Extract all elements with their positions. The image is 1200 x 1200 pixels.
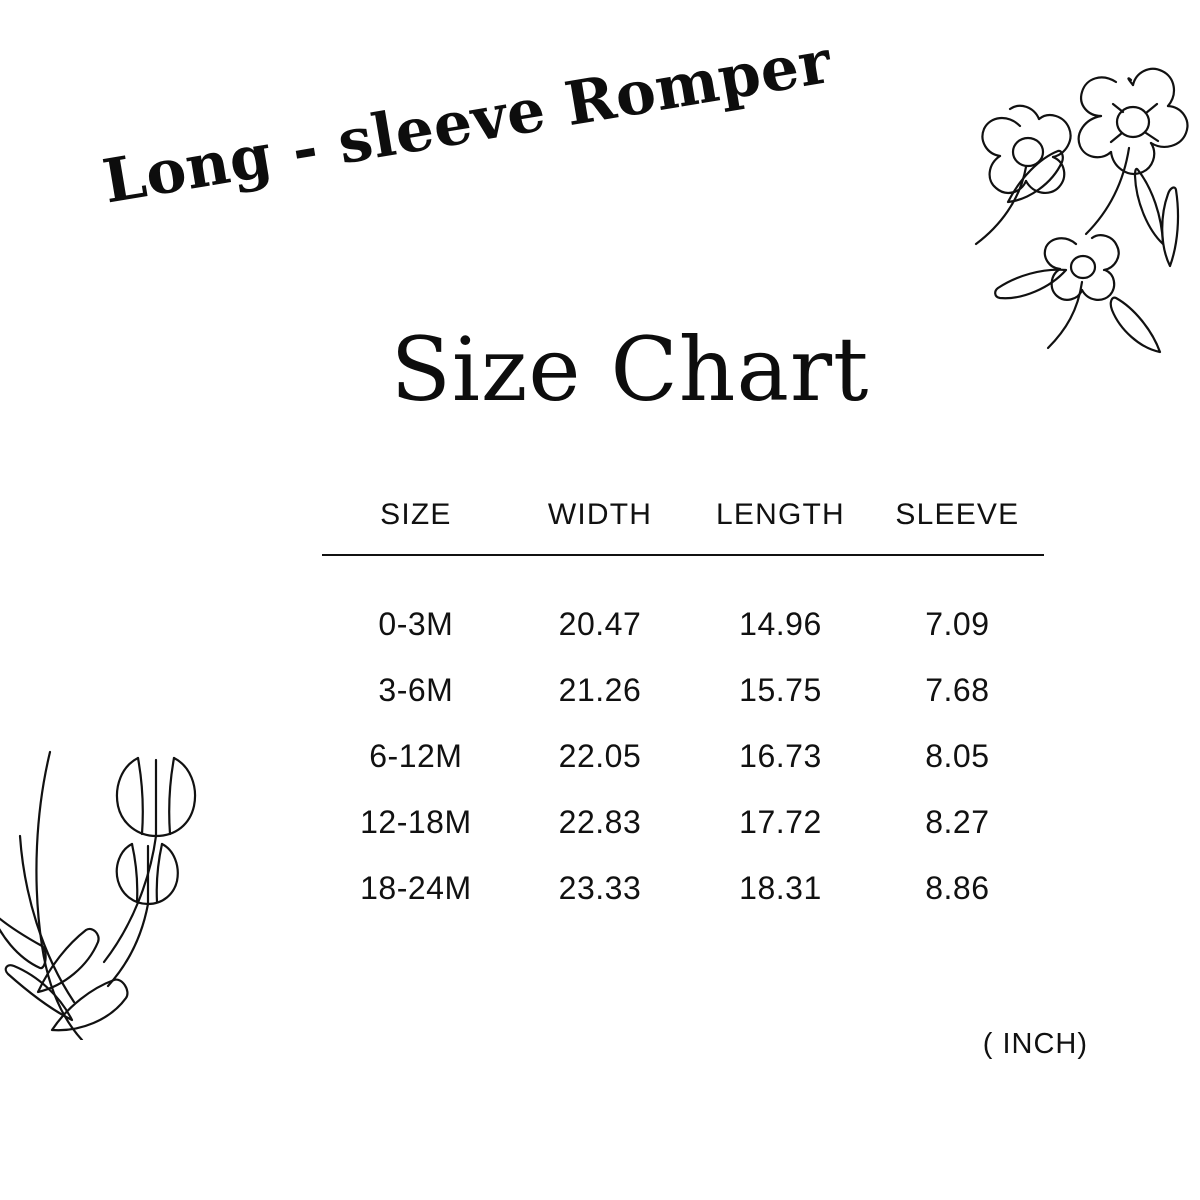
cell-width: 20.47	[558, 606, 642, 642]
column-header-sleeve: SLEEVE	[871, 497, 1044, 555]
tulip-branch-icon	[0, 740, 270, 1040]
cell-size: 0-3M	[378, 606, 454, 642]
cell-sleeve: 8.05	[925, 738, 990, 774]
cell-length: 14.96	[739, 606, 822, 642]
cell-width: 22.05	[558, 738, 642, 774]
cell-length: 17.72	[739, 804, 822, 840]
cell-sleeve: 7.68	[925, 672, 990, 708]
column-header-width: WIDTH	[510, 497, 691, 555]
cell-width: 22.83	[558, 804, 642, 840]
cell-size: 18-24M	[360, 870, 472, 906]
size-chart-table-container	[322, 497, 1044, 922]
unit-note: ( INCH)	[982, 1028, 1088, 1060]
page-subtitle: Long - sleeve Romper	[98, 26, 837, 218]
floral-branch-icon	[880, 30, 1200, 360]
table-row	[322, 658, 1044, 724]
cell-sleeve: 8.27	[925, 804, 990, 840]
column-header-length: LENGTH	[690, 497, 871, 555]
cell-length: 18.31	[739, 870, 822, 906]
cell-size: 12-18M	[360, 804, 472, 840]
cell-size: 3-6M	[378, 672, 454, 708]
cell-length: 15.75	[739, 672, 822, 708]
cell-sleeve: 8.86	[925, 870, 990, 906]
cell-width: 23.33	[558, 870, 642, 906]
cell-width: 21.26	[558, 672, 642, 708]
cell-length: 16.73	[739, 738, 822, 774]
table-row	[322, 555, 1044, 658]
table-row	[322, 724, 1044, 790]
cell-sleeve: 7.09	[925, 606, 990, 642]
table-row	[322, 790, 1044, 856]
size-chart-table	[322, 497, 1044, 922]
column-header-size: SIZE	[322, 497, 510, 555]
table-header-row	[322, 497, 1044, 555]
cell-size: 6-12M	[369, 738, 463, 774]
table-row	[322, 856, 1044, 922]
page-title: Size Chart	[390, 318, 870, 421]
